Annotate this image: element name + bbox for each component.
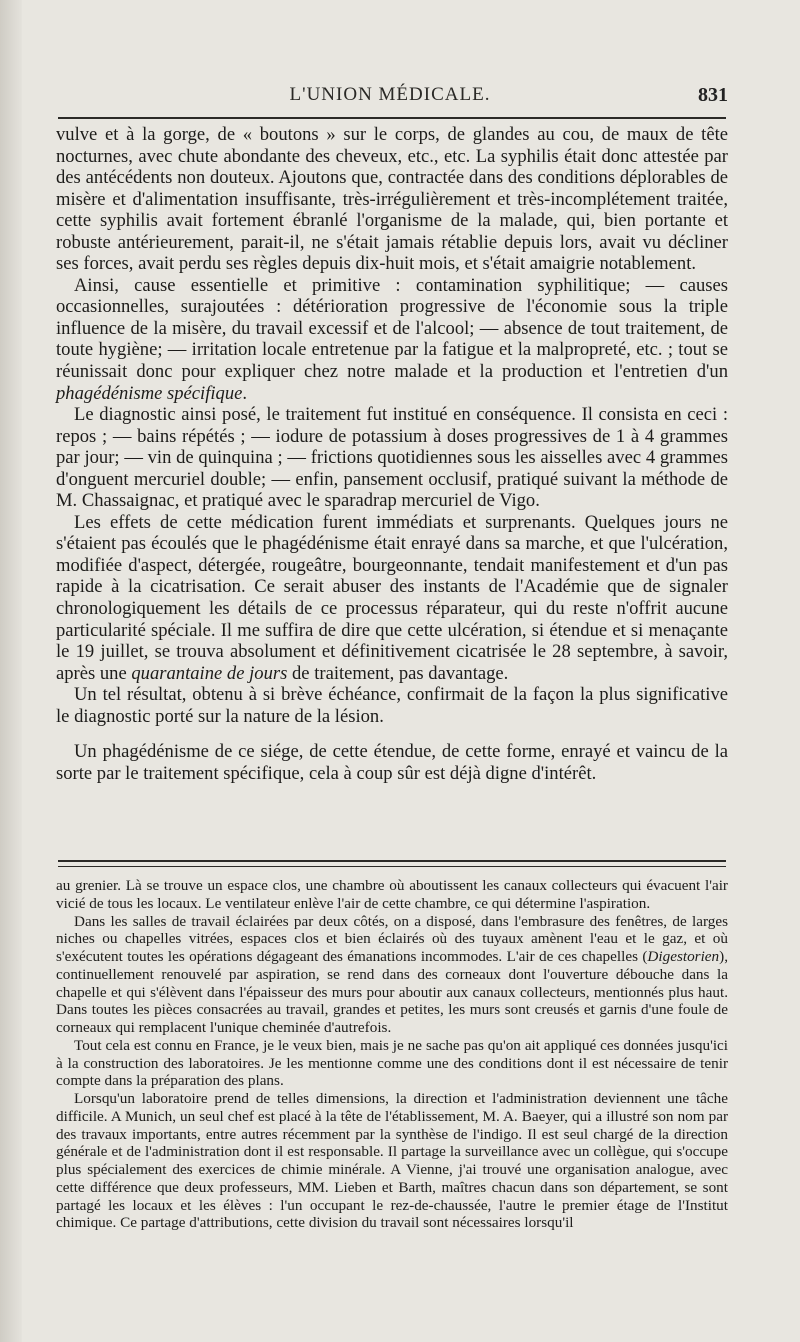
feuilleton-text-run: Dans les salles de travail éclairées par deux côtés, on a disposé, dans l'embrasure des fenêtres, de larges niches ou chapelles vitrées, espaces clos et bien éclairés où des tuyaux amènent l'eau et le gaz, et où s'exécutent toutes les opérations dégageant des émanations incommodes. L'air de ces chapelles (: [56, 912, 728, 965]
main-text: [56, 124, 728, 784]
feuilleton-text-run: ), continuellement renouvelé par aspiration, se rend dans des corneaux dont l'ouverture débouche dans la chapelle et qui s'élèvent dans l'épaisseur des murs pour aboutir aux canaux collecteurs, mentionnés plus haut. Dans toutes les pièces consacrées au travail, grandes et petites, les murs sont creusés et garnis d'une foule de corneaux qui remplacent l'unique cheminée d'autrefois.: [56, 948, 728, 1036]
feuilleton-paragraph: Tout cela est connu en France, je le veux bien, mais je ne sache pas qu'on ait appliqué ces données jusqu'ici à la construction des laboratoires. Je les mentionne comme une des conditions dont il est nécessaire de tenir compte dans la préparation des plans.: [56, 1036, 728, 1090]
page-header: [52, 80, 728, 110]
feuilleton-paragraph: [56, 913, 728, 1037]
feuilleton-text: [56, 877, 728, 1232]
paragraph-conclusion: Un phagédénisme de ce siége, de cette étendue, de cette forme, enrayé et vaincu de la sorte par le traitement spécifique, cela à coup sûr est déjà digne d'intérêt.: [56, 741, 728, 784]
paragraph-resultat: Un tel résultat, obtenu à si brève échéance, confirmait de la façon la plus significative le diagnostic porté sur la nature de la lésion.: [56, 684, 728, 727]
paragraph-causes-text: Ainsi, cause essentielle et primitive : contamination syphilitique; — causes occasionnelles, surajoutées : détérioration progressive de l'économie sous la triple influence de la misère, du travail excessif et de l'alcool; — absence de tout traitement, de toute hygiène; — irritation locale entretenue par la fatigue et la malpropreté, etc. ; tout se réunissait donc pour expliquer chez notre malade et la production et l'entretien d'un: [56, 274, 728, 383]
running-title: L'UNION MÉDICALE.: [289, 84, 491, 105]
paragraph-causes-end: .: [242, 382, 248, 404]
header-rule: [58, 117, 726, 119]
quarantaine-italic: quarantaine de jours: [131, 662, 288, 684]
paragraph-effets-text: Les effets de cette médication furent immédiats et surprenants. Quelques jours ne s'étaient pas écoulés que le phagédénisme était enrayé dans sa marche, et que l'ulcération, modifiée d'aspect, détergée, rougeâtre, bourgeonnante, tendait manifestement et d'un pas rapide à la cicatrisation. Ce serait abuser des instants de l'Académie que de signaler chronologiquement les détails de ce processus réparateur, qui du reste n'offrit aucune particularité spéciale. Il me suffira de dire que cette ulcération, si étendue et si menaçante le 19 juillet, se trouva absolument et définitivement cicatrisée le 28 septembre, à savoir, après une: [56, 511, 728, 684]
feuilleton-paragraph: au grenier. Là se trouve un espace clos, une chambre où aboutissent les canaux collecteurs qui évacuent l'air vicié de tous les locaux. Le ventilateur enlève l'air de cette chambre, ce qui détermine l'aspiration.: [56, 877, 728, 912]
paragraph-effets-end: de traitement, pas davantage.: [287, 662, 509, 684]
paragraph-diagnostic: Le diagnostic ainsi posé, le traitement fut institué en conséquence. Il consista en ceci : repos ; — bains répétés ; — iodure de potassium à doses progressives de 1 à 4 grammes par jour; — vin de quinquina ; — frictions quotidiennes sous les aisselles avec 4 grammes d'onguent mercuriel double; — enfin, pansement occlusif, pratiqué suivant la méthode de M. Chassaignac, et pratiqué avec le sparadrap mercuriel de Vigo.: [56, 404, 728, 512]
paragraph-effets: [56, 512, 728, 684]
paragraph-continuation: vulve et à la gorge, de « boutons » sur le corps, de glandes au cou, de maux de tête nocturnes, avec chute abondante des cheveux, etc., etc. La syphilis était donc attestée par des antécédents non douteux. Ajoutons que, contractée dans des conditions déplorables de misère et d'alimentation insuffisante, très-irrégulièrement et très-incomplétement traitée, cette syphilis avait fortement ébranlé l'organisme de la malade, qui, bien portante et robuste antérieurement, parait-il, ne s'était jamais rétablie depuis lors, avait vu décliner ses forces, avait perdu ses règles depuis dix-huit mois, et s'était amaigrie notablement.: [56, 124, 728, 275]
phagedenisme-italic: phagédénisme spécifique: [56, 382, 243, 404]
feuilleton-separator: [58, 860, 726, 867]
paragraph-causes: [56, 275, 728, 404]
digestorien-italic: Digestorien: [647, 948, 720, 965]
feuilleton-paragraph: Lorsqu'un laboratoire prend de telles dimensions, la direction et l'administration deviennent une tâche difficile. A Munich, un seul chef est placé à la tête de l'établissement, M. A. Baeyer, qui a illustré son nom par des travaux importants, entre autres récemment par la synthèse de l'indigo. Il est seul chargé de la direction générale et de l'administration dont il est responsable. Il partage la surveillance avec un collègue, qui s'occupe plus spécialement des exercices de chimie minérale. A Vienne, j'ai trouvé une organisation analogue, avec cette différence que deux professeurs, MM. Lieben et Barth, maîtres chacun dans son département, se sont partagé les locaux et les élèves : l'un occupant le rez-de-chaussée, l'autre le premier étage de l'Institut chimique. Ce partage d'attributions, cette division du travail sont nécessaires lorsqu'il: [56, 1090, 728, 1232]
page-number: 831: [698, 84, 728, 106]
page-edge: [0, 0, 22, 1342]
